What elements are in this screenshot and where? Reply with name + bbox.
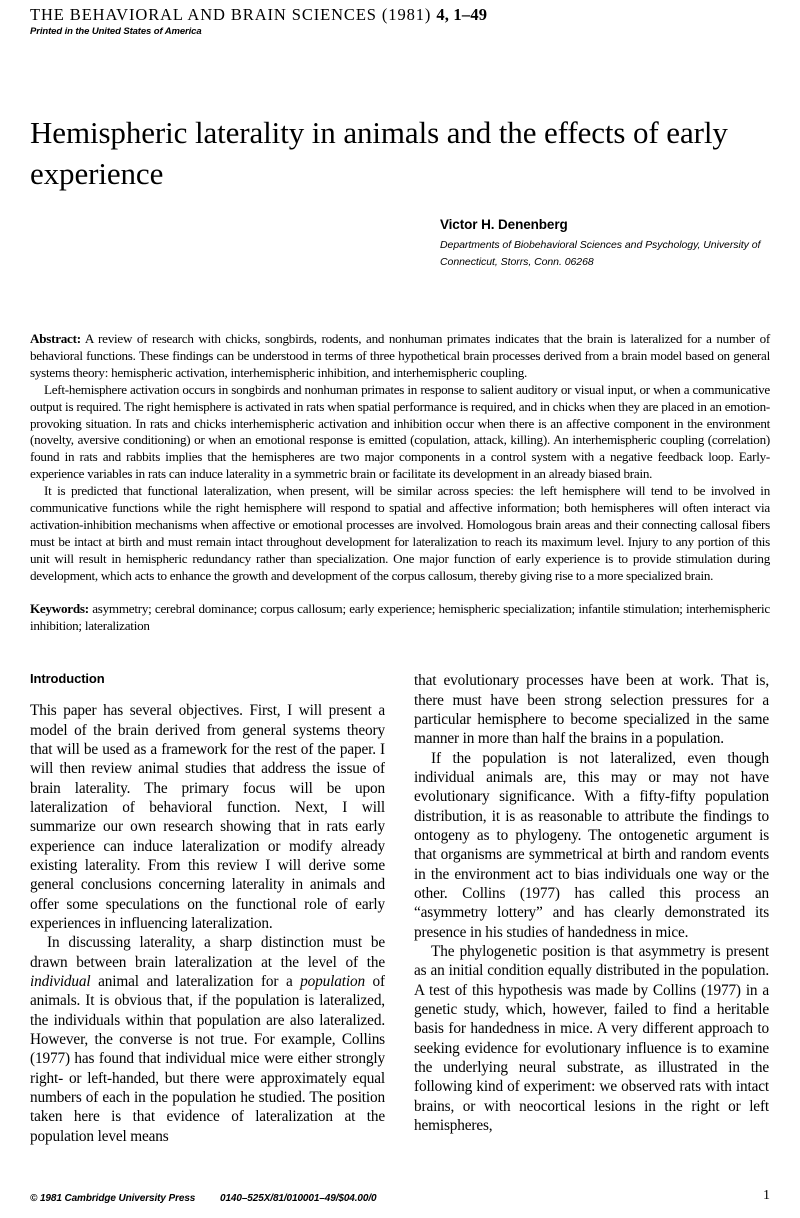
abstract-label: Abstract:: [30, 331, 81, 347]
printed-in-line: Printed in the United States of America: [30, 26, 202, 38]
emphasis-population: population: [300, 973, 365, 991]
journal-volume-pages: 4, 1–49: [436, 5, 488, 24]
right-column-paragraph-3: The phylogenetic position is that asymmetry is present as an initial condition equally distributed in the population. A test of this hypothesis was made by Collins (1977) in a genetic study, which, however, failed to find a heritable basis for handedness in mice. A very different approach to seeking evidence for evolutionary influence is to examine the underlying neural substrate, as illustrated in the following kind of experiment: we observed rats with intact brains, or with neocortical lesions in the right or left hemispheres,: [414, 943, 769, 1135]
abstract-paragraph-3: It is predicted that functional lateralization, when present, will be similar across species: the left hemisphere will tend to be involved in communicative functions while the right hemisphere will respond to spatial and affective information; both hemispheres will often interact via activation-inhibition mechanisms when affective or emotional processes are involved. Homologous brain areas and their connecting callosal fibers must be intact at birth and must remain intact throughout development for lateralization to reach its maximum level. Injury to any portion of this unit will result in hemispheric redundancy rather than specialization. One major function of early experience is to provide stimulation during development, which acts to enhance the growth and development of the corpus callosum, thereby giving rise to a more specialized brain.: [30, 483, 770, 583]
keywords-section: [30, 601, 770, 635]
author-affiliation: Departments of Biobehavioral Sciences and Psychology, University of Connecticut, Storrs, Conn. 06268: [440, 239, 761, 269]
page-title: Hemispheric laterality in animals and the effects of early experience: [30, 115, 728, 192]
left-column-paragraph-2: [30, 933, 385, 1146]
left-para2-segment-2: animal and lateralization for a: [90, 973, 301, 991]
author-name: Victor H. Denenberg: [440, 217, 568, 233]
author-block: [30, 217, 770, 271]
abstract-section: [30, 331, 770, 584]
abstract-text-1: A review of research with chicks, songbirds, rodents, and nonhuman primates indicates that the brain is lateralized for a number of behavioral functions. These findings can be understood in terms of three hypothetical brain processes derived from a brain model based on general systems theory: hemispheric activation, interhemispheric inhibition, and interhemispheric coupling.: [30, 331, 770, 380]
journal-running-head: [30, 6, 770, 23]
body-right-column: [414, 671, 769, 1156]
copyright-notice: © 1981 Cambridge University Press: [30, 1193, 196, 1204]
keywords-label: Keywords:: [30, 601, 89, 617]
body-left-column: [30, 671, 385, 1156]
right-column-paragraph-1: that evolutionary processes have been at work. That is, there must have been strong selection pressures for a particular hemisphere to become specialized in the same manner in more than half the brains in a population.: [414, 672, 769, 748]
keywords-list: asymmetry; cerebral dominance; corpus callosum; early experience; hemispheric specialization; infantile stimulation; interhemispheric inhibition; lateralization: [30, 601, 770, 634]
section-heading-introduction: Introduction: [30, 671, 105, 687]
body-columns: [30, 671, 770, 1156]
issn-code: 0140–525X/81/010001–49/$04.00/0: [220, 1193, 377, 1204]
emphasis-individual: individual: [30, 973, 91, 991]
abstract-paragraph-1: [30, 331, 770, 382]
abstract-paragraph-2: Left-hemisphere activation occurs in songbirds and nonhuman primates in response to salient auditory or visual input, or when a communicative output is required. The right hemisphere is activated in rats when spatial performance is required, and in chicks when they are placed in an emotion-provoking situation. In rats and chicks interhemispheric activation and inhibition occur when there is an affective component in the environment (novelty, aversive conditioning) or when an emotional response is emitted (copulation, attack, killing). An interhemispheric coupling (correlation) found in rats and rabbits implies that the hemispheres are two major components in a control system with a negative feedback loop. Early-experience variables in rats can induce laterality in a symmetric brain or facilitate its development in an already biased brain.: [30, 381, 770, 482]
journal-name-year: THE BEHAVIORAL AND BRAIN SCIENCES (1981): [30, 5, 437, 24]
left-column-paragraph-1: This paper has several objectives. First, I will present a model of the brain derived from general systems theory that will be used as a framework for the rest of the paper. I will then review animal studies that address the issue of brain laterality. The primary focus will be upon lateralization of behavioral function. Next, I will summarize our own research showing that in rats early experience can induce lateralization or modify already existing laterality. From this review I will derive some general conclusions concerning laterality in animals and offer some speculations on the functional role of early experiences in influencing lateralization.: [30, 702, 385, 933]
left-para2-segment-1: In discussing laterality, a sharp distinction must be drawn between brain lateralization at the level of the: [30, 934, 385, 971]
page-number: 1: [763, 1188, 770, 1203]
left-para2-segment-3: of animals. It is obvious that, if the population is lateralized, the individuals within that population are also lateralized. However, the converse is not true. For example, Collins (1977) has found that individual mice were either strongly right- or left-handed, but there were approximately equal numbers of each in the population he studied. The position taken here is that evidence of lateralization at the population level means: [30, 973, 385, 1145]
right-column-paragraph-2: If the population is not lateralized, even though individual animals are, this may or may not have evolutionary significance. With a fifty-fifty population distribution, it is as reasonable to attribute the findings to ontogeny as to phylogeny. The ontogenetic argument is that organisms are symmetrical at birth and random events in the environment act to bias individuals one way or the other. Collins (1977) has called this process an “asymmetry lottery” and has clearly demonstrated its presence in his studies of handedness in mice.: [414, 749, 769, 941]
page-footer: [30, 1188, 770, 1204]
